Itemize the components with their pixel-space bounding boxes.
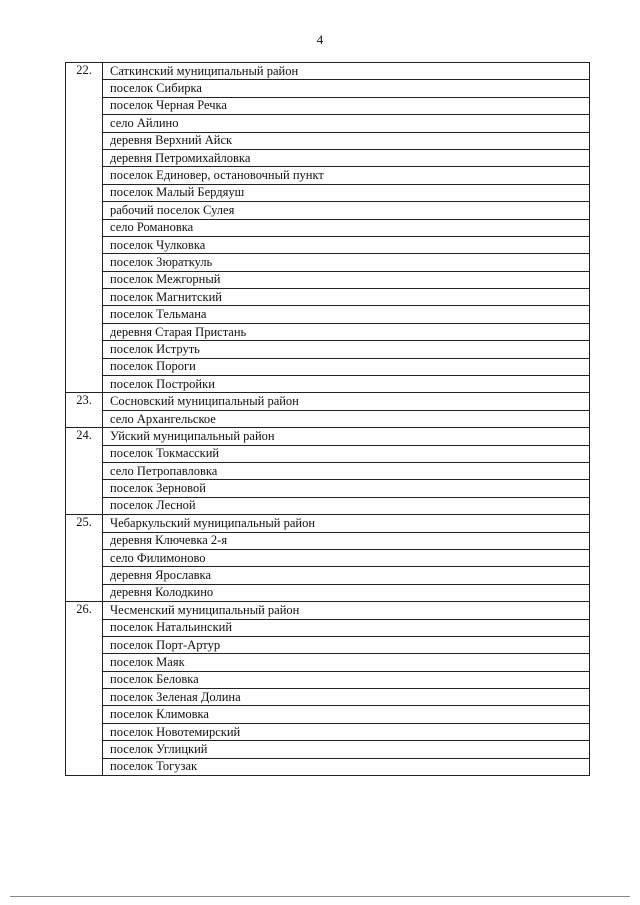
table-row-settlement [66,271,590,288]
settlement-name: село Романовка [103,219,590,236]
settlement-name: поселок Единовер, остановочный пункт [103,167,590,184]
settlement-name: рабочий поселок Сулея [103,202,590,219]
table-row-district [66,515,590,532]
group-number: 23. [66,393,103,428]
settlement-name: поселок Климовка [103,706,590,723]
group-number: 22. [66,63,103,393]
table-row-settlement [66,236,590,253]
settlement-name: поселок Межгорный [103,271,590,288]
table-row-settlement [66,462,590,479]
table-row-settlement [66,671,590,688]
bottom-divider [10,896,630,897]
table-row-settlement [66,445,590,462]
settlement-name: поселок Тельмана [103,306,590,323]
table-row-settlement [66,654,590,671]
page-number: 4 [316,32,324,47]
settlement-name: поселок Углицкий [103,741,590,758]
settlement-name: деревня Ключевка 2-я [103,532,590,549]
table-row-settlement [66,289,590,306]
table-row-settlement [66,619,590,636]
district-name: Чесменский муниципальный район [103,602,590,619]
district-name: Уйский муниципальный район [103,428,590,445]
table-row-settlement [66,115,590,132]
settlement-name: поселок Малый Бердяуш [103,184,590,201]
table-row-settlement [66,132,590,149]
settlement-name: село Петропавловка [103,462,590,479]
table-row-settlement [66,497,590,514]
settlements-table [65,62,590,776]
group-number: 24. [66,428,103,515]
settlement-name: поселок Сибирка [103,80,590,97]
table-body [66,63,590,776]
settlement-name: деревня Колодкино [103,584,590,601]
settlement-name: село Айлино [103,115,590,132]
settlement-name: поселок Постройки [103,376,590,393]
table-row-district [66,602,590,619]
table-row-settlement [66,254,590,271]
district-name: Саткинский муниципальный район [103,63,590,80]
settlement-name: поселок Лесной [103,497,590,514]
table-row-settlement [66,706,590,723]
group-number: 25. [66,515,103,602]
table-row-settlement [66,80,590,97]
settlement-name: поселок Чулковка [103,236,590,253]
table-row-settlement [66,567,590,584]
table-row-settlement [66,358,590,375]
table-row-settlement [66,149,590,166]
settlement-name: поселок Новотемирский [103,723,590,740]
table-row-settlement [66,341,590,358]
district-name: Чебаркульский муниципальный район [103,515,590,532]
settlement-name: поселок Токмасский [103,445,590,462]
settlement-name: поселок Тогузак [103,758,590,775]
table-row-settlement [66,549,590,566]
settlement-name: деревня Старая Пристань [103,323,590,340]
settlement-name: поселок Черная Речка [103,97,590,114]
table-row-settlement [66,167,590,184]
settlement-name: деревня Верхний Айск [103,132,590,149]
settlement-name: поселок Зюраткуль [103,254,590,271]
settlement-name: поселок Маяк [103,654,590,671]
settlement-name: деревня Ярославка [103,567,590,584]
settlement-name: поселок Иструть [103,341,590,358]
table-row-settlement [66,306,590,323]
table-row-settlement [66,636,590,653]
group-number: 26. [66,602,103,776]
table-row-settlement [66,723,590,740]
table-row-settlement [66,202,590,219]
table-row-settlement [66,323,590,340]
table-row-district [66,393,590,410]
table-row-settlement [66,584,590,601]
table-row-settlement [66,184,590,201]
settlement-name: поселок Магнитский [103,289,590,306]
table-row-settlement [66,741,590,758]
settlement-name: деревня Петромихайловка [103,149,590,166]
district-name: Сосновский муниципальный район [103,393,590,410]
table-row-district [66,63,590,80]
settlement-name: поселок Зерновой [103,480,590,497]
table-row-settlement [66,532,590,549]
table-row-settlement [66,376,590,393]
settlement-name: поселок Порт-Артур [103,636,590,653]
table-row-district [66,428,590,445]
table-row-settlement [66,758,590,775]
settlement-name: село Архангельское [103,410,590,427]
table-row-settlement [66,689,590,706]
settlement-name: поселок Зеленая Долина [103,689,590,706]
table-row-settlement [66,97,590,114]
settlement-name: поселок Беловка [103,671,590,688]
settlement-name: поселок Пороги [103,358,590,375]
table-row-settlement [66,480,590,497]
table-row-settlement [66,410,590,427]
table-row-settlement [66,219,590,236]
settlement-name: поселок Натальинский [103,619,590,636]
settlement-name: село Филимоново [103,549,590,566]
